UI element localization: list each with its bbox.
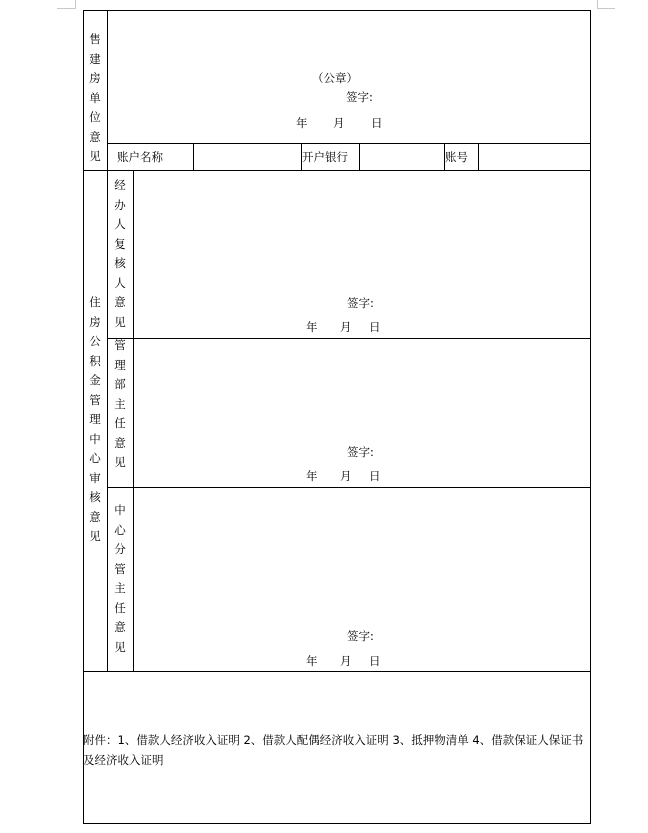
account-number-label: 账号 bbox=[445, 150, 468, 164]
date-year: 年 bbox=[306, 469, 318, 483]
manager-opinion-label: 管理部主任意见 bbox=[114, 338, 126, 469]
date-month: 月 bbox=[340, 469, 352, 483]
date-day: 日 bbox=[369, 320, 381, 334]
page-corner-mark bbox=[597, 8, 615, 9]
date-year: 年 bbox=[306, 320, 318, 334]
page-corner-mark bbox=[75, 0, 76, 9]
table-border bbox=[83, 10, 591, 11]
seller-opinion-label: 售建房单位意见 bbox=[89, 32, 101, 163]
seal-text: （公章） bbox=[312, 71, 358, 85]
account-number-field[interactable] bbox=[479, 144, 589, 170]
clerk-opinion-label: 经办人复核人意见 bbox=[114, 178, 126, 329]
date-day: 日 bbox=[369, 654, 381, 668]
director-opinion-label: 中心分管主任意见 bbox=[114, 503, 126, 654]
bank-label: 开户银行 bbox=[302, 150, 348, 164]
account-name-field[interactable] bbox=[194, 144, 300, 170]
table-border bbox=[83, 823, 591, 824]
sign-label: 签字: bbox=[347, 629, 374, 643]
sign-label: 签字: bbox=[346, 90, 373, 104]
table-border bbox=[83, 10, 84, 824]
page-corner-mark bbox=[597, 0, 598, 9]
row-divider bbox=[83, 170, 591, 171]
date-month: 月 bbox=[340, 320, 352, 334]
review-opinion-label: 住房公积金管理中心审核意见 bbox=[89, 295, 101, 543]
row-divider bbox=[107, 338, 591, 339]
page-corner-mark bbox=[57, 8, 75, 9]
date-year: 年 bbox=[306, 654, 318, 668]
date-year: 年 bbox=[296, 116, 308, 130]
account-name-label: 账户名称 bbox=[117, 150, 163, 164]
table-border bbox=[590, 10, 591, 824]
sign-label: 签字: bbox=[347, 296, 374, 310]
column-divider bbox=[133, 170, 134, 671]
sign-label: 签字: bbox=[347, 445, 374, 459]
date-month: 月 bbox=[340, 654, 352, 668]
date-day: 日 bbox=[369, 469, 381, 483]
bank-field[interactable] bbox=[360, 144, 443, 170]
row-divider bbox=[107, 487, 591, 488]
date-month: 月 bbox=[333, 116, 345, 130]
row-divider bbox=[83, 671, 591, 672]
column-divider bbox=[107, 10, 108, 671]
date-day: 日 bbox=[371, 116, 383, 130]
attachments-note: 附件：1、借款人经济收入证明 2、借款人配偶经济收入证明 3、抵押物清单 4、借款保证人保证书及经济收入证明 bbox=[83, 733, 584, 767]
